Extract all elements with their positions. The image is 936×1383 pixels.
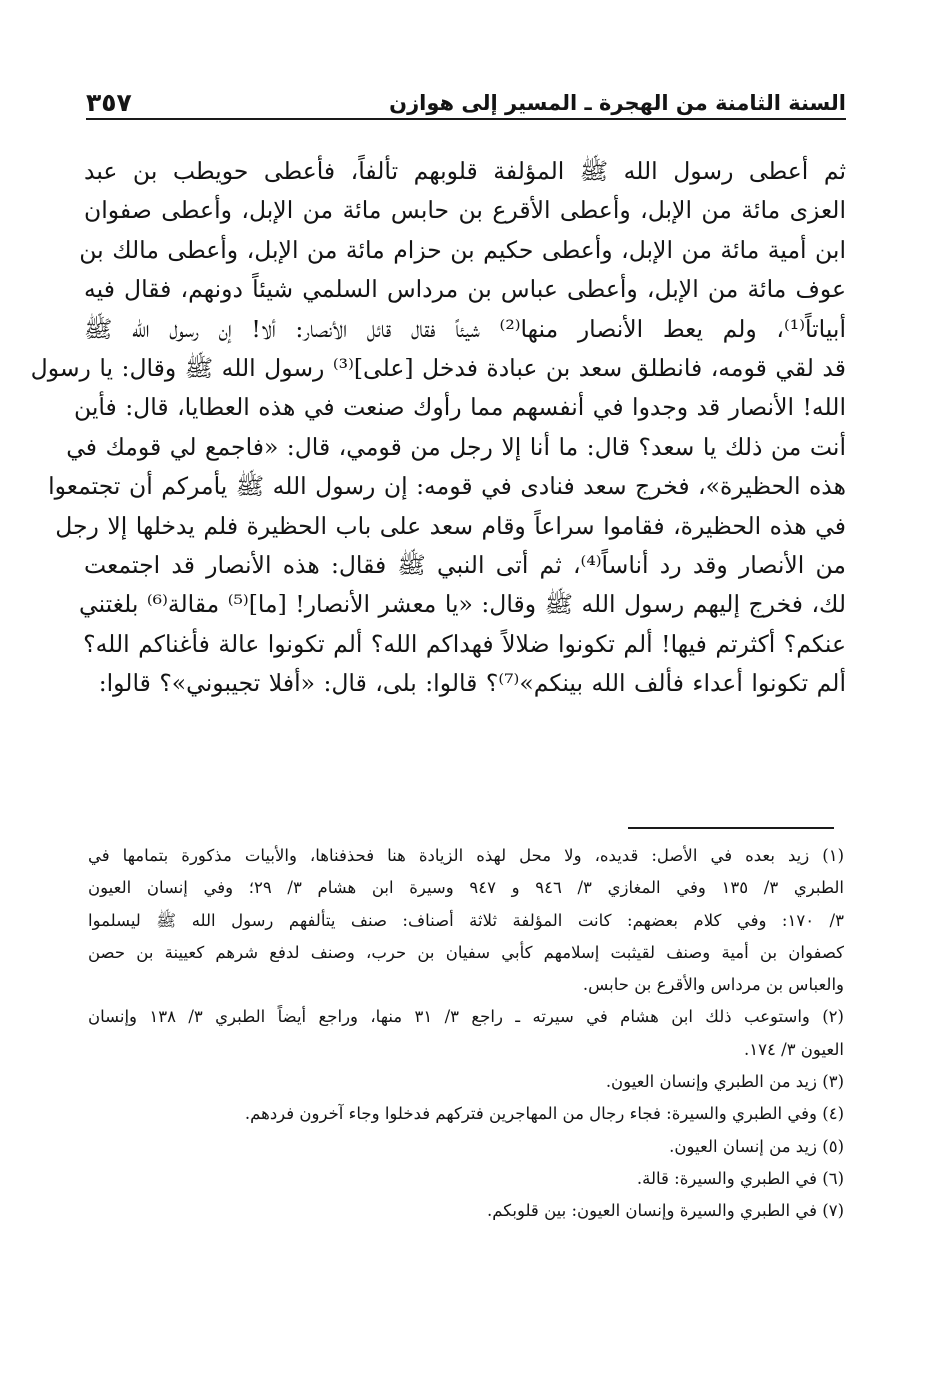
- footnote-line: (١) زيد بعده في الأصل: قديده، ولا محل لهذه الزيادة هنا فحذفناها، والأبيات مذكورة بتمامها في: [88, 846, 844, 865]
- footnote-6: [88, 1163, 844, 1195]
- text-line: الله! الأنصار قد وجدوا في أنفسهم مما رأوك صنعت في هذه العطايا، قال: فأين: [73, 393, 846, 422]
- footnote-line: (٢) واستوعب ذلك ابن هشام في سيرته ـ راجع ٣/ ٣١ منها، وراجع أيضاً الطبري ٣/ ١٣٨ وإنسان: [88, 1007, 844, 1027]
- footnote-line: ٣/ ١٧٠: وفي كلام بعضهم: كانت المؤلفة ثلاثة أصناف: صنف يتألفهم رسول الله ﷺ ليسلموا: [88, 910, 844, 930]
- page-number: ٣٥٧: [86, 88, 132, 117]
- footnote-line: (٤) وفي الطبري والسيرة: فجاء رجال من المهاجرين فتركهم فدخلوا وجاء آخرون فردهم.: [244, 1104, 844, 1124]
- running-title: السنة الثامنة من الهجرة ـ المسير إلى هوازن: [389, 91, 846, 115]
- text-line: ألم تكونوا أعداء فألف الله بينكم»⁽⁷⁾؟ قالوا: بلى، قال: «أفلا تجيبوني»؟ قالوا:: [98, 669, 846, 698]
- text-line: أبياتاً⁽¹⁾، ولم يعط الأنصار منها⁽²⁾ شيئاً فقال قائل الأنصار: ألا! إن رسول الله ﷺ: [84, 314, 846, 343]
- text-line: هذه الحظيرة»، فخرج سعد فنادى في قومه: إن رسول الله ﷺ يأمركم أن تجتمعوا: [48, 472, 846, 501]
- footnote-7: [88, 1195, 844, 1227]
- footnotes: [88, 840, 844, 1228]
- footnote-5: [88, 1131, 844, 1163]
- text-line: من الأنصار وقد رد أناساً⁽⁴⁾، ثم أتى النبي ﷺ فقال: هذه الأنصار قد اجتمعت: [84, 550, 846, 579]
- text-line: قد لقي قومه، فانطلق سعد بن عبادة فدخل [على]⁽³⁾ رسول الله ﷺ وقال: يا رسول: [30, 353, 846, 382]
- footnote-line: والعباس بن مرداس والأقرع بن حابس.: [582, 975, 844, 995]
- text-line: أنت من ذلك يا سعد؟ قال: ما أنا إلا رجل من قومي، قال: «فاجمع لي قومك في: [66, 432, 846, 461]
- text-line: عوف مائة من الإبل، وأعطى عباس بن مرداس السلمي شيئاً دونهم، فقال فيه: [84, 275, 846, 304]
- footnote-1: [88, 840, 844, 1001]
- text-line: عنكم؟ أكثرتم فيها! ألم تكونوا ضلالاً فهداكم الله؟ ألم تكونوا عالة فأغناكم الله؟: [83, 629, 846, 658]
- footnote-3: [88, 1066, 844, 1098]
- text-line: ثم أعطى رسول الله ﷺ المؤلفة قلوبهم تألفاً، فأعطى حويطب بن عبد: [84, 157, 846, 185]
- text-line: ابن أمية مائة من الإبل، وأعطى حكيم بن حزام مائة من الإبل، وأعطى مالك بن: [79, 235, 846, 264]
- text-line: في هذه الحظيرة، فقاموا سراعاً وقام سعد على باب الحظيرة فلم يدخلها إلا رجل: [55, 511, 846, 540]
- footnote-line: كصفوان بن أمية وصنف لقيثبت إسلامهم كأبي سفيان بن حرب، وصنف لدفع شرهم كعيينة بن حصن: [88, 942, 844, 962]
- footnote-4: [88, 1098, 844, 1130]
- main-text: [30, 152, 846, 703]
- footnote-separator: [628, 827, 834, 829]
- footnote-line: (٧) في الطبري والسيرة وإنسان العيون: بين قلوبكم.: [487, 1201, 844, 1221]
- footnote-line: (٦) في الطبري والسيرة: قالة.: [636, 1168, 844, 1188]
- text-line: لك، فخرج إليهم رسول الله ﷺ وقال: «يا معشر الأنصار! [ما]⁽⁵⁾ مقالة⁽⁶⁾ بلغتني: [78, 590, 846, 619]
- text-line: العزى مائة من الإبل، وأعطى الأقرع بن حابس مائة من الإبل، وأعطى صفوان: [84, 196, 846, 225]
- footnote-line: الطبري ٣/ ١٣٥ وفي المغازي ٣/ ٩٤٦ و ٩٤٧ وسيرة ابن هشام ٣/ ٢٩؛ وفي إنسان العيون: [88, 878, 844, 898]
- running-header: [86, 82, 846, 116]
- footnote-line: (٥) زيد من إنسان العيون.: [669, 1136, 844, 1156]
- footnote-line: العيون ٣/ ١٧٤.: [744, 1039, 844, 1059]
- footnote-line: (٣) زيد من الطبري وإنسان العيون.: [605, 1072, 844, 1092]
- header-rule: [86, 118, 846, 120]
- footnote-2: [88, 1001, 844, 1066]
